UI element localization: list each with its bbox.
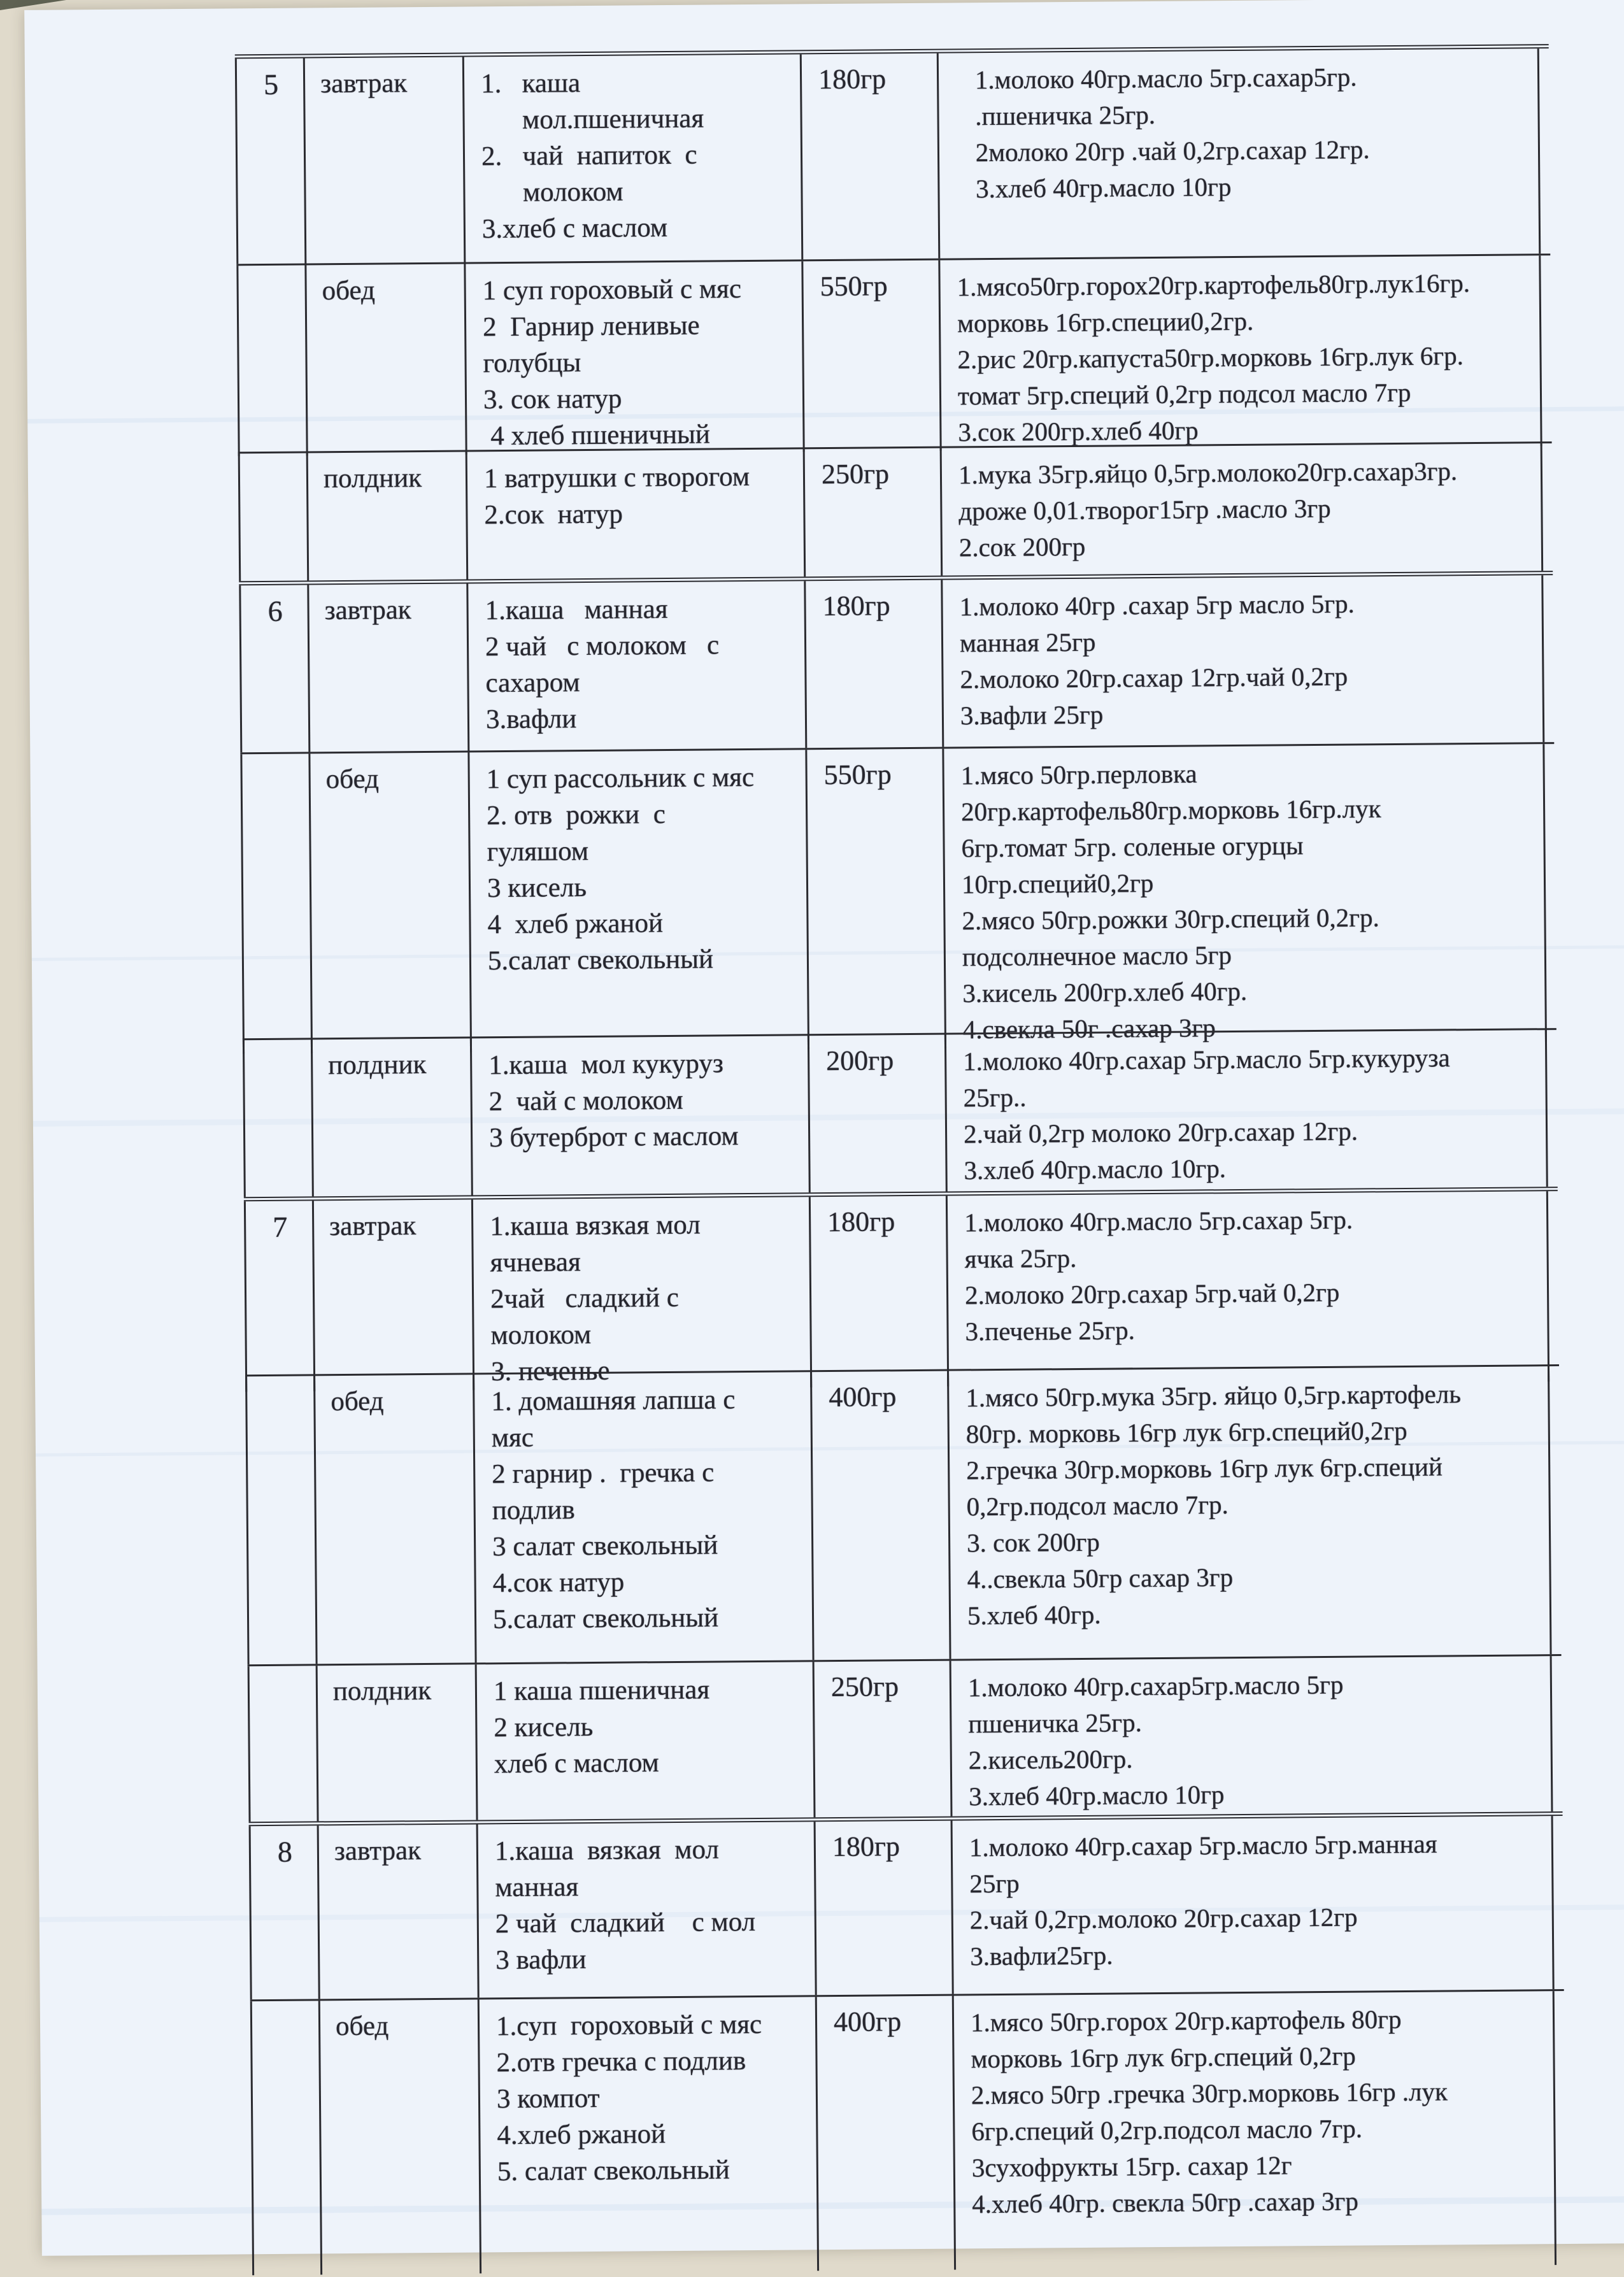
ingredient-line: 4.хлеб 40гр. свекла 50гр .сахар 3гр — [972, 2186, 1359, 2219]
dish-line: ячневая — [490, 1247, 581, 1278]
meal-name-cell: завтрак — [319, 1824, 480, 1999]
ingredient-line: 3.вафли25гр. — [970, 1940, 1113, 1971]
ingredients-cell — [949, 1366, 1552, 1659]
table-row — [244, 1187, 1559, 1387]
dish-line: подлив — [492, 1495, 575, 1526]
ingredient-line: 1.мясо 50гр.перловка — [960, 759, 1197, 790]
dish-line: 2 Гарнир ленивые — [482, 310, 700, 343]
dish-line: 4.хлеб ржаной — [497, 2119, 666, 2151]
day-number-cell — [250, 2001, 322, 2275]
dish-line: 1. домашняя лапша с — [491, 1385, 736, 1417]
ingredient-line: морковь 16гр лук 6гр.специй 0,2гр — [971, 2041, 1357, 2074]
dishes-cell — [478, 1822, 817, 1997]
dish-line: 2. отв рожки с — [486, 799, 666, 831]
ingredients-cell — [946, 1030, 1548, 1191]
ingredients-cell — [942, 443, 1544, 575]
ingredients-cell — [939, 48, 1541, 258]
table-row — [235, 44, 1551, 264]
dish-line: гуляшом — [487, 836, 589, 867]
dish-line: 3 салат свекольный — [492, 1530, 718, 1562]
dish-line: 1 суп гороховый с мяс — [482, 274, 742, 306]
dish-line: голубцы — [483, 348, 581, 379]
ingredients-cell — [948, 1191, 1549, 1386]
dish-line: 4 хлеб ржаной — [487, 908, 664, 940]
dish-line: манная — [495, 1872, 579, 1903]
ingredient-line: 3.хлеб 40гр.масло 10гр — [969, 1780, 1225, 1811]
ingredient-line: 1.мясо50гр.горох20гр.картофель80гр.лук16гр. — [957, 268, 1471, 302]
dish-line: молоком — [481, 176, 623, 208]
ingredients-cell — [954, 1991, 1556, 2269]
table-row — [250, 1989, 1566, 2275]
ingredient-line: 10гр.специй0,2гр — [961, 868, 1154, 899]
dishes-cell — [468, 581, 807, 750]
ingredient-line: 2.молоко 20гр.сахар 12гр.чай 0,2гр — [960, 661, 1348, 694]
day-number-cell — [238, 453, 310, 581]
portion-cell: 550гр — [807, 749, 946, 1050]
dish-line: 1.каша манная — [485, 594, 668, 626]
dishes-cell — [477, 1662, 816, 1820]
dish-line: 2 чай с молоком с — [485, 630, 720, 662]
menu-table — [235, 44, 1566, 2275]
scanned-page — [24, 0, 1624, 2256]
ingredient-line: 3.сок 200гр.хлеб 40гр — [958, 415, 1199, 447]
ingredient-line: 1.молоко 40гр.сахар 5гр.масло 5гр.манная — [969, 1829, 1437, 1862]
dish-line: 3 бутерброт с маслом — [488, 1121, 739, 1153]
day-number-cell — [245, 1376, 318, 1664]
portion-cell: 180гр — [816, 1821, 954, 1995]
dish-line: 1.суп гороховый с мяс — [495, 2009, 762, 2042]
portion-cell: 250гр — [815, 1661, 953, 1818]
ingredient-line: 1.молоко 40гр .сахар 5гр масло 5гр. — [959, 589, 1355, 622]
ingredient-line: 1.молоко 40гр.сахар 5гр.масло 5гр.кукуруза — [963, 1043, 1450, 1076]
meal-name-cell: обед — [310, 752, 472, 1053]
day-number-cell: 8 — [249, 1825, 320, 1999]
dish-line: 3 кисель — [487, 873, 587, 904]
ingredients-cell — [944, 744, 1547, 1048]
ingredient-line: 1.молоко 40гр.масло 5гр.сахар 5гр. — [964, 1204, 1353, 1238]
ingredient-line: 2.гречка 30гр.морковь 16гр лук 6гр.специй — [966, 1452, 1443, 1485]
ingredient-line: 4.свекла 50г .сахар 3гр — [962, 1013, 1216, 1045]
ingredient-line: дроже 0,01.творог15гр .масло 3гр — [958, 493, 1331, 526]
ingredients-cell — [943, 575, 1544, 746]
table-row — [240, 742, 1556, 1045]
meal-name-cell: полдник — [313, 1038, 473, 1196]
portion-cell: 180гр — [806, 580, 944, 748]
table-row — [239, 571, 1554, 752]
dish-line: молоком — [490, 1319, 592, 1351]
ingredient-line: подсолнечное масло 5гр — [962, 940, 1232, 972]
ingredients-cell — [951, 1656, 1553, 1816]
ingredient-line: 3.хлеб 40гр.масло 10гр — [956, 172, 1232, 204]
meal-name-cell: обед — [306, 264, 467, 455]
ingredient-line: 2.кисель200гр. — [968, 1744, 1133, 1775]
ingredient-line: 1.молоко 40гр.сахар5гр.масло 5гр — [967, 1669, 1344, 1702]
meal-name-cell: завтрак — [309, 583, 469, 752]
dish-line: 4.сок натур — [492, 1567, 625, 1599]
ingredient-line: ячка 25гр. — [964, 1243, 1077, 1274]
dishes-cell — [480, 1997, 819, 2273]
table-row — [245, 1364, 1562, 1664]
day-number-cell — [236, 265, 308, 456]
dish-line: 1. каша — [480, 68, 581, 99]
ingredient-line: 2.чай 0,2гр молоко 20гр.сахар 12гр. — [963, 1116, 1358, 1149]
ingredient-line: 1.мука 35гр.яйцо 0,5гр.молоко20гр.сахар3гр. — [958, 456, 1458, 490]
dish-line: 4 хлеб пшеничный — [483, 419, 711, 452]
ingredient-line: 6гр.специй 0,2гр.подсол масло 7гр. — [971, 2113, 1363, 2146]
dish-line: 1.каша мол кукуруз — [488, 1048, 724, 1081]
ingredient-line: 1.мясо 50гр.горох 20гр.картофель 80гр — [970, 2004, 1402, 2038]
ingredient-line: пшеничка 25гр. — [968, 1708, 1143, 1739]
dish-line: 2 чай с молоком — [488, 1085, 683, 1117]
dish-line: 2.сок натур — [484, 499, 623, 531]
ingredient-line: 2.рис 20гр.капуста50гр.морковь 16гр.лук 6гр. — [957, 341, 1464, 375]
ingredient-line: 2.чай 0,2гр.молоко 20гр.сахар 12гр — [969, 1902, 1358, 1935]
ingredient-line: .пшеничка 25гр. — [955, 99, 1156, 131]
ingredient-line: 1.мясо 50гр.мука 35гр. яйцо 0,5гр.картофель — [965, 1379, 1462, 1413]
dish-line: 2. чай напиток с — [481, 139, 697, 172]
dish-line: мяс — [491, 1422, 534, 1453]
portion-cell: 180гр — [802, 54, 941, 260]
ingredient-line: 2.сок 200гр — [958, 531, 1086, 562]
day-number-cell: 6 — [239, 585, 310, 752]
ingredient-line: 80гр. морковь 16гр лук 6гр.специй0,2гр — [965, 1415, 1407, 1449]
ingredient-line: 2.мясо 50гр.рожки 30гр.специй 0,2гр. — [962, 903, 1379, 936]
dishes-cell — [473, 1197, 812, 1390]
ingredient-line: 25гр — [969, 1868, 1020, 1899]
dish-line: 5. салат свекольный — [497, 2155, 730, 2187]
dish-line: хлеб с маслом — [494, 1748, 659, 1780]
ingredient-line: 5.хлеб 40гр. — [967, 1599, 1101, 1631]
dish-line: 3 компот — [496, 2083, 600, 2115]
meal-name-cell: завтрак — [314, 1199, 474, 1391]
table-row — [236, 253, 1551, 452]
ingredients-cell — [940, 255, 1542, 450]
dishes-cell — [467, 449, 806, 579]
dish-line: 2 кисель — [494, 1711, 594, 1743]
table-row — [243, 1028, 1558, 1197]
ingredient-line: 3.вафли 25гр — [960, 699, 1104, 731]
day-number-cell — [243, 1039, 314, 1197]
portion-cell: 400гр — [812, 1371, 951, 1660]
dish-line: 1 ватрушки с творогом — [483, 461, 750, 494]
dish-line: 2 чай сладкий с мол — [495, 1906, 756, 1939]
dish-line: 2.отв гречка с подлив — [496, 2046, 746, 2078]
ingredient-line: 3. сок 200гр — [966, 1527, 1100, 1558]
dish-line: 1.каша вязкая мол — [494, 1834, 720, 1867]
dish-line: 1.каша вязкая мол — [490, 1210, 701, 1242]
dish-line: сахаром — [485, 667, 580, 699]
meal-name-cell: полдник — [318, 1664, 478, 1821]
portion-cell: 400гр — [817, 1996, 956, 2271]
dish-line: 3. печенье — [490, 1355, 610, 1387]
dishes-cell — [474, 1372, 815, 1662]
table-row — [238, 441, 1553, 581]
dishes-cell — [469, 750, 809, 1052]
table-row — [248, 1654, 1563, 1822]
ingredient-line: манная 25гр — [959, 627, 1096, 658]
ingredient-line: 2.молоко 20гр.сахар 5гр.чай 0,2гр — [964, 1277, 1340, 1310]
portion-cell: 250гр — [805, 448, 943, 577]
dish-line: 3.вафли — [485, 704, 577, 735]
ingredient-line: 4..свекла 50гр сахар 3гр — [967, 1562, 1234, 1594]
ingredient-line: 20гр.картофель80гр.морковь 16гр.лук — [960, 794, 1381, 827]
ingredient-line: томат 5гр.специй 0,2гр подсол масло 7гр — [957, 377, 1411, 411]
ingredients-cell — [953, 1816, 1555, 1994]
ingredient-line: 3.хлеб 40гр.масло 10гр. — [964, 1153, 1227, 1185]
day-number-cell — [240, 753, 313, 1053]
dish-line: 3 вафли — [495, 1945, 587, 1976]
dish-line: 1 суп рассольник с мяс — [486, 762, 755, 795]
ingredient-line: 1.молоко 40гр.масло 5гр.сахар5гр. — [955, 62, 1357, 95]
dish-line: 3. сок натур — [483, 383, 622, 415]
ingredient-line: 3.печенье 25гр. — [965, 1315, 1136, 1346]
ingredient-line: 3.кисель 200гр.хлеб 40гр. — [962, 976, 1248, 1008]
meal-name-cell: полдник — [308, 452, 469, 580]
ingredient-line: 2молоко 20гр .чай 0,2гр.сахар 12гр. — [955, 134, 1370, 168]
dishes-cell — [464, 54, 804, 262]
dish-line: 3.хлеб с маслом — [481, 212, 668, 245]
scan-corner-artifact — [0, 0, 66, 10]
dish-line: мол.пшеничная — [481, 103, 704, 136]
table-row — [249, 1811, 1564, 1999]
dish-line: 2чай сладкий с — [490, 1282, 680, 1315]
meal-name-cell: завтрак — [305, 57, 466, 263]
day-number-cell: 7 — [244, 1201, 315, 1392]
dish-line: 2 гарнир . гречка с — [492, 1457, 715, 1490]
portion-cell: 180гр — [811, 1196, 949, 1388]
dishes-cell — [472, 1036, 811, 1195]
dish-line: 5.салат свекольный — [492, 1602, 719, 1635]
portion-cell: 200гр — [809, 1035, 948, 1193]
day-number-cell: 5 — [235, 58, 307, 264]
ingredient-line: морковь 16гр.специи0,2гр. — [957, 306, 1254, 338]
ingredient-line: 6гр.томат 5гр. соленые огурцы — [961, 831, 1304, 863]
dishes-cell — [466, 261, 804, 454]
day-number-cell — [248, 1666, 319, 1822]
ingredient-line: 0,2гр.подсол масло 7гр. — [966, 1490, 1229, 1522]
portion-cell: 550гр — [803, 261, 941, 452]
meal-name-cell: обед — [320, 1999, 481, 2274]
dish-line: 5.салат свекольный — [487, 944, 714, 976]
meal-name-cell: обед — [315, 1374, 477, 1664]
dish-line: 1 каша пшеничная — [493, 1674, 710, 1707]
ingredient-line: 2.мясо 50гр .гречка 30гр.морковь 16гр .лук — [971, 2076, 1448, 2110]
ingredient-line: 25гр.. — [963, 1082, 1027, 1113]
ingredient-line: 3сухофрукты 15гр. сахар 12г — [971, 2150, 1292, 2183]
